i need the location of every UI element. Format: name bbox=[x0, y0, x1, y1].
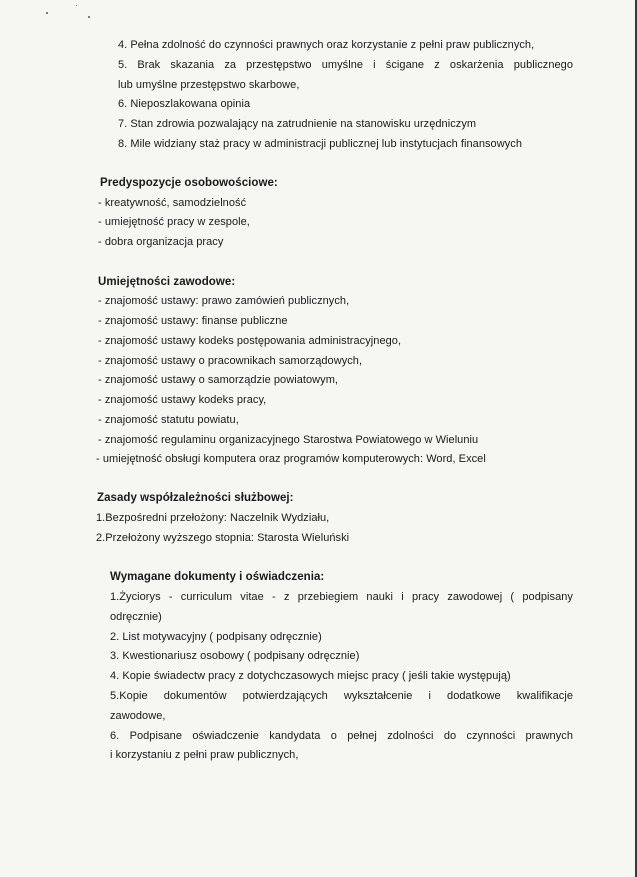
scan-speck bbox=[76, 5, 77, 6]
documents-heading: Wymagane dokumenty i oświadczenia: bbox=[110, 571, 325, 583]
skills-heading: Umiejętności zawodowe: bbox=[98, 276, 236, 288]
scan-speck bbox=[46, 12, 48, 14]
predisposition-item: - dobra organizacja pracy bbox=[98, 236, 224, 248]
skill-item: - znajomość ustawy kodeks postępowania administracyjnego, bbox=[98, 335, 402, 347]
document-item-continuation: zawodowe, bbox=[110, 710, 166, 722]
requirement-item-continuation: lub umyślne przestępstwo skarbowe, bbox=[118, 79, 300, 91]
skill-item: - znajomość ustawy o pracownikach samorządowych, bbox=[98, 355, 363, 367]
scan-speck bbox=[88, 16, 90, 18]
document-item: 5.Kopie dokumentów potwierdzających wykształcenie i dodatkowe kwalifikacje bbox=[110, 690, 573, 702]
document-item: 4. Kopie świadectw pracy z dotychczasowych miejsc pracy ( jeśli takie występują) bbox=[110, 670, 511, 682]
predispositions-heading: Predyspozycje osobowościowe: bbox=[100, 177, 278, 189]
requirement-item: 5. Brak skazania za przestępstwo umyślne i ścigane z oskarżenia publicznego bbox=[118, 59, 573, 71]
document-item: 6. Podpisane oświadczenie kandydata o pełnej zdolności do czynności prawnych bbox=[110, 730, 573, 742]
skill-item: - umiejętność obsługi komputera oraz programów komputerowych: Word, Excel bbox=[96, 453, 486, 465]
requirement-item: 7. Stan zdrowia pozwalający na zatrudnienie na stanowisku urzędniczym bbox=[118, 118, 477, 130]
skill-item: - znajomość ustawy: prawo zamówień publicznych, bbox=[98, 295, 350, 307]
dependency-item: 1.Bezpośredni przełożony: Naczelnik Wydziału, bbox=[96, 512, 330, 524]
skill-item: - znajomość regulaminu organizacyjnego Starostwa Powiatowego w Wieluniu bbox=[98, 434, 479, 446]
document-item-continuation: odręcznie) bbox=[110, 611, 162, 623]
dependencies-heading: Zasady współzależności służbowej: bbox=[97, 492, 294, 504]
skill-item: - znajomość ustawy kodeks pracy, bbox=[98, 394, 267, 406]
document-item: 1.Życiorys - curriculum vitae - z przebiegiem nauki i pracy zawodowej ( podpisany bbox=[110, 591, 573, 603]
skill-item: - znajomość ustawy: finanse publiczne bbox=[98, 315, 288, 327]
document-item: 3. Kwestionariusz osobowy ( podpisany odręcznie) bbox=[110, 650, 360, 662]
dependency-item: 2.Przełożony wyższego stopnia: Starosta Wieluński bbox=[96, 532, 350, 544]
predisposition-item: - kreatywność, samodzielność bbox=[98, 197, 247, 209]
skill-item: - znajomość statutu powiatu, bbox=[98, 414, 239, 426]
skill-item: - znajomość ustawy o samorządzie powiatowym, bbox=[98, 374, 339, 386]
requirement-item: 8. Mile widziany staż pracy w administracji publicznej lub instytucjach finansowych bbox=[118, 138, 522, 150]
requirement-item: 6. Nieposzlakowana opinia bbox=[118, 98, 251, 110]
document-item-continuation: i korzystaniu z pełni praw publicznych, bbox=[110, 749, 299, 761]
requirement-item: 4. Pełna zdolność do czynności prawnych oraz korzystanie z pełni praw publicznych, bbox=[118, 39, 535, 51]
document-item: 2. List motywacyjny ( podpisany odręcznie) bbox=[110, 631, 322, 643]
predisposition-item: - umiejętność pracy w zespole, bbox=[98, 216, 250, 228]
